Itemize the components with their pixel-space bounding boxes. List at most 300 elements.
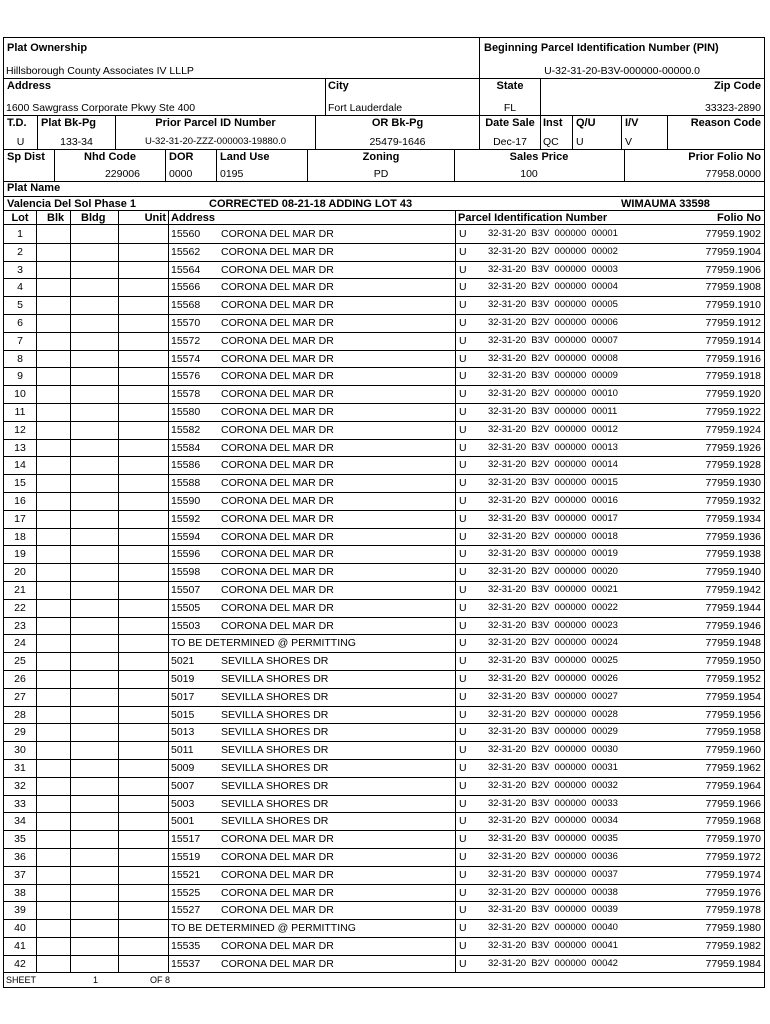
lot-cell: 24 xyxy=(14,637,26,650)
address-number-cell: 15596 xyxy=(171,548,201,561)
address-number-cell: TO BE DETERMINED @ PERMITTING xyxy=(171,922,356,935)
lot-cell: 14 xyxy=(14,459,26,472)
street-cell: CORONA DEL MAR DR xyxy=(221,263,334,276)
date-sale-value: Dec-17 xyxy=(493,136,527,148)
td-cell: U xyxy=(459,690,467,703)
address-number-cell: 15580 xyxy=(171,406,201,418)
state-label: State xyxy=(496,80,524,92)
street-cell: SEVILLA SHORES DR xyxy=(221,779,329,792)
row-divider xyxy=(4,421,764,422)
row-divider xyxy=(4,884,764,885)
row-divider xyxy=(4,474,764,475)
address-number-cell: 15505 xyxy=(171,601,201,614)
pin-cell: 32-31-20 B3V 000000 00023 xyxy=(488,619,618,631)
pin-cell: 32-31-20 B3V 000000 00019 xyxy=(488,548,618,560)
pin-cell: 32-31-20 B3V 000000 00007 xyxy=(488,334,618,346)
pin-cell: 32-31-20 B2V 000000 00042 xyxy=(488,957,618,969)
land-use-label: Land Use xyxy=(220,151,270,163)
lot-cell: 18 xyxy=(14,530,26,543)
sales-price-value: 100 xyxy=(520,168,538,180)
folio-cell: 77959.1908 xyxy=(705,281,761,294)
folio-cell: 77959.1974 xyxy=(705,868,761,881)
street-cell: SEVILLA SHORES DR xyxy=(221,708,329,721)
td-cell: U xyxy=(459,317,467,329)
address-number-cell: 15574 xyxy=(171,352,201,365)
lot-cell: 15 xyxy=(14,477,26,490)
td-cell: U xyxy=(459,726,467,739)
sheet-total: OF 8 xyxy=(150,975,171,985)
zoning-label: Zoning xyxy=(362,151,400,163)
pin-cell: 32-31-20 B3V 000000 00009 xyxy=(488,370,618,382)
pin-cell: 32-31-20 B2V 000000 00006 xyxy=(488,317,618,328)
lot-cell: 34 xyxy=(14,815,26,828)
address-number-cell: 15519 xyxy=(171,851,201,863)
street-cell: CORONA DEL MAR DR xyxy=(221,406,334,418)
street-cell: CORONA DEL MAR DR xyxy=(221,317,334,329)
street-cell: CORONA DEL MAR DR xyxy=(221,904,334,917)
lot-cell: 1 xyxy=(17,228,23,240)
pin-label: Beginning Parcel Identification Number (PIN) xyxy=(484,42,719,54)
lot-cell: 23 xyxy=(14,619,26,632)
pin-value: U-32-31-20-B3V-000000-00000.0 xyxy=(544,65,700,77)
rule xyxy=(540,78,541,115)
rule xyxy=(572,115,573,149)
row-divider xyxy=(4,581,764,582)
folio-cell: 77959.1938 xyxy=(705,548,761,561)
col-lot: Lot xyxy=(11,212,29,224)
address-number-cell: 15570 xyxy=(171,317,201,329)
rule xyxy=(36,210,37,972)
rule xyxy=(118,210,119,972)
folio-cell: 77959.1932 xyxy=(705,495,761,507)
col-folio: Folio No xyxy=(717,212,761,224)
row-divider xyxy=(4,261,764,262)
pin-cell: 32-31-20 B2V 000000 00030 xyxy=(488,744,618,756)
address-number-cell: 15537 xyxy=(171,957,201,970)
pin-cell: 32-31-20 B3V 000000 00037 xyxy=(488,868,618,880)
address-number-cell: 15582 xyxy=(171,423,201,436)
lot-cell: 20 xyxy=(14,566,26,579)
td-cell: U xyxy=(459,797,467,810)
address-number-cell: 15507 xyxy=(171,584,201,596)
address-number-cell: 15584 xyxy=(171,441,201,454)
prior-folio-label: Prior Folio No xyxy=(688,151,761,163)
address-number-cell: 15592 xyxy=(171,512,201,525)
lot-cell: 25 xyxy=(14,655,26,668)
address-number-cell: 5021 xyxy=(171,655,195,668)
row-divider xyxy=(4,403,764,404)
folio-cell: 77959.1920 xyxy=(705,388,761,401)
lot-cell: 29 xyxy=(14,726,26,739)
lot-cell: 33 xyxy=(14,797,26,810)
pin-cell: 32-31-20 B3V 000000 00021 xyxy=(488,584,618,595)
street-cell: CORONA DEL MAR DR xyxy=(221,441,334,454)
col-blk: Blk xyxy=(47,212,65,224)
td-cell: U xyxy=(459,637,467,650)
row-divider xyxy=(4,919,764,920)
col-pin: Parcel Identification Number xyxy=(458,212,608,224)
address-number-cell: 15562 xyxy=(171,245,201,258)
address-number-cell: TO BE DETERMINED @ PERMITTING xyxy=(171,637,356,650)
row-divider xyxy=(4,492,764,493)
address-number-cell: 15572 xyxy=(171,334,201,347)
rule xyxy=(4,181,764,182)
dor-label: DOR xyxy=(169,151,194,163)
pin-cell: 32-31-20 B2V 000000 00018 xyxy=(488,530,618,542)
row-divider xyxy=(4,901,764,902)
folio-cell: 77959.1914 xyxy=(705,334,761,347)
address-number-cell: 15578 xyxy=(171,388,201,401)
folio-cell: 77959.1956 xyxy=(705,708,761,721)
pin-cell: 32-31-20 B3V 000000 00003 xyxy=(488,263,618,275)
td-cell: U xyxy=(459,762,467,774)
row-divider xyxy=(4,296,764,297)
street-cell: SEVILLA SHORES DR xyxy=(221,744,329,757)
prior-folio-value: 77958.0000 xyxy=(705,168,761,180)
col-unit: Unit xyxy=(144,212,166,224)
street-cell: SEVILLA SHORES DR xyxy=(221,762,329,774)
address-number-cell: 15535 xyxy=(171,940,201,952)
address-number-cell: 15590 xyxy=(171,495,201,507)
lot-cell: 3 xyxy=(17,263,23,276)
row-divider xyxy=(4,848,764,849)
folio-cell: 77959.1928 xyxy=(705,459,761,472)
lot-cell: 38 xyxy=(14,886,26,899)
street-cell: CORONA DEL MAR DR xyxy=(221,619,334,632)
city-value: Fort Lauderdale xyxy=(328,102,403,114)
folio-cell: 77959.1972 xyxy=(705,851,761,863)
pin-cell: 32-31-20 B3V 000000 00017 xyxy=(488,512,618,524)
street-cell: CORONA DEL MAR DR xyxy=(221,245,334,258)
address-number-cell: 5011 xyxy=(171,744,194,757)
row-divider xyxy=(4,955,764,956)
row-divider xyxy=(4,510,764,511)
address-number-cell: 15598 xyxy=(171,566,201,579)
folio-cell: 77959.1966 xyxy=(705,797,761,810)
pin-cell: 32-31-20 B2V 000000 00024 xyxy=(488,637,618,649)
address-number-cell: 15594 xyxy=(171,530,201,543)
plat-ownership-label: Plat Ownership xyxy=(7,42,88,54)
street-cell: CORONA DEL MAR DR xyxy=(221,477,334,490)
date-sale-label: Date Sale xyxy=(485,117,535,129)
folio-cell: 77959.1934 xyxy=(705,512,761,525)
folio-cell: 77959.1922 xyxy=(705,406,761,418)
lot-cell: 6 xyxy=(17,317,23,329)
row-divider xyxy=(4,670,764,671)
address-number-cell: 5001 xyxy=(171,815,195,828)
lot-cell: 40 xyxy=(14,922,26,935)
folio-cell: 77959.1904 xyxy=(705,245,761,258)
td-cell: U xyxy=(459,530,467,543)
td-cell: U xyxy=(459,281,467,294)
sp-dist-label: Sp Dist xyxy=(7,151,45,163)
corrected-note: CORRECTED 08-21-18 ADDING LOT 43 xyxy=(209,198,413,210)
row-divider xyxy=(4,545,764,546)
lot-cell: 30 xyxy=(14,744,26,757)
row-divider xyxy=(4,367,764,368)
address-number-cell: 15568 xyxy=(171,299,201,312)
owner-name: Hillsborough County Associates IV LLLP xyxy=(6,65,194,77)
row-divider xyxy=(4,617,764,618)
td-cell: U xyxy=(459,904,467,917)
street-cell: SEVILLA SHORES DR xyxy=(221,797,329,810)
row-divider xyxy=(4,278,764,279)
plat-name-label: Plat Name xyxy=(7,182,61,194)
pin-cell: 32-31-20 B3V 000000 00015 xyxy=(488,477,618,489)
inst-label: Inst xyxy=(543,117,563,129)
row-divider xyxy=(4,795,764,796)
td-cell: U xyxy=(459,815,467,828)
address-number-cell: 5017 xyxy=(171,690,195,703)
lot-cell: 28 xyxy=(14,708,26,721)
plat-bk-pg-value: 133-34 xyxy=(60,136,93,148)
qu-label: Q/U xyxy=(576,117,596,129)
street-cell: CORONA DEL MAR DR xyxy=(221,833,334,846)
city-zip-note: WIMAUMA 33598 xyxy=(621,198,710,210)
street-cell: CORONA DEL MAR DR xyxy=(221,886,334,899)
rule xyxy=(70,210,71,972)
street-cell: CORONA DEL MAR DR xyxy=(221,495,334,507)
folio-cell: 77959.1958 xyxy=(705,726,761,739)
pin-cell: 32-31-20 B3V 000000 00029 xyxy=(488,726,618,738)
rule xyxy=(325,78,326,115)
reason-code-label: Reason Code xyxy=(690,117,761,129)
street-cell: CORONA DEL MAR DR xyxy=(221,957,334,970)
pin-cell: 32-31-20 B2V 000000 00028 xyxy=(488,708,618,720)
row-divider xyxy=(4,332,764,333)
address-number-cell: 15586 xyxy=(171,459,201,472)
street-cell: CORONA DEL MAR DR xyxy=(221,370,334,383)
pin-cell: 32-31-20 B2V 000000 00020 xyxy=(488,566,618,578)
row-divider xyxy=(4,439,764,440)
pin-cell: 32-31-20 B3V 000000 00025 xyxy=(488,655,618,667)
folio-cell: 77959.1950 xyxy=(705,655,761,668)
rule xyxy=(165,149,166,181)
folio-cell: 77959.1980 xyxy=(705,922,761,935)
street-cell: CORONA DEL MAR DR xyxy=(221,228,334,240)
lot-cell: 36 xyxy=(14,851,26,863)
row-divider xyxy=(4,688,764,689)
folio-cell: 77959.1910 xyxy=(705,299,761,312)
row-divider xyxy=(4,385,764,386)
folio-cell: 77959.1976 xyxy=(705,886,761,899)
td-cell: U xyxy=(459,459,467,472)
rule xyxy=(4,972,764,973)
pin-cell: 32-31-20 B3V 000000 00001 xyxy=(488,228,618,239)
td-cell: U xyxy=(459,512,467,525)
address-number-cell: 15517 xyxy=(171,833,201,846)
pin-cell: 32-31-20 B3V 000000 00011 xyxy=(488,406,618,417)
td-cell: U xyxy=(459,708,467,721)
row-divider xyxy=(4,456,764,457)
td-cell: U xyxy=(459,886,467,899)
pin-cell: 32-31-20 B3V 000000 00033 xyxy=(488,797,618,809)
td-cell: U xyxy=(459,370,467,383)
td-cell: U xyxy=(459,388,467,401)
row-divider xyxy=(4,777,764,778)
lot-cell: 32 xyxy=(14,779,26,792)
td-cell: U xyxy=(459,566,467,579)
pin-cell: 32-31-20 B2V 000000 00012 xyxy=(488,423,618,435)
pin-cell: 32-31-20 B2V 000000 00038 xyxy=(488,886,618,898)
lot-cell: 12 xyxy=(14,423,26,436)
rule xyxy=(540,115,541,149)
qu-value: U xyxy=(576,136,584,148)
street-cell: CORONA DEL MAR DR xyxy=(221,299,334,312)
address-number-cell: 15503 xyxy=(171,619,201,632)
td-cell: U xyxy=(459,619,467,632)
address-label: Address xyxy=(7,80,52,92)
lot-cell: 7 xyxy=(17,334,23,347)
folio-cell: 77959.1924 xyxy=(705,423,761,436)
address-number-cell: 5003 xyxy=(171,797,195,810)
address-number-cell: 15527 xyxy=(171,904,201,917)
row-divider xyxy=(4,350,764,351)
td-cell: U xyxy=(459,228,467,240)
td-cell: U xyxy=(459,406,467,418)
sheet-number: 1 xyxy=(93,975,99,985)
pin-cell: 32-31-20 B3V 000000 00039 xyxy=(488,904,618,916)
pin-cell: 32-31-20 B2V 000000 00040 xyxy=(488,922,618,934)
address-number-cell: 5015 xyxy=(171,708,195,721)
pin-cell: 32-31-20 B2V 000000 00022 xyxy=(488,601,618,613)
rule xyxy=(4,78,764,79)
street-cell: CORONA DEL MAR DR xyxy=(221,352,334,365)
rule xyxy=(455,210,456,972)
row-divider xyxy=(4,830,764,831)
td-cell: U xyxy=(459,477,467,490)
td-cell: U xyxy=(459,334,467,347)
folio-cell: 77959.1906 xyxy=(705,263,761,276)
td-cell: U xyxy=(459,868,467,881)
plat-name-value: Valencia Del Sol Phase 1 xyxy=(7,198,137,210)
lot-cell: 10 xyxy=(14,388,26,401)
zoning-value: PD xyxy=(373,168,389,180)
lot-cell: 5 xyxy=(17,299,23,312)
folio-cell: 77959.1962 xyxy=(705,762,761,774)
pin-cell: 32-31-20 B3V 000000 00035 xyxy=(488,833,618,845)
city-label: City xyxy=(328,80,349,92)
lot-cell: 11 xyxy=(14,406,26,418)
rule xyxy=(454,149,455,181)
street-cell: CORONA DEL MAR DR xyxy=(221,940,334,952)
rule xyxy=(4,196,764,197)
row-divider xyxy=(4,634,764,635)
street-cell: SEVILLA SHORES DR xyxy=(221,655,329,668)
address-number-cell: 15588 xyxy=(171,477,201,490)
lot-cell: 22 xyxy=(14,601,26,614)
address-value: 1600 Sawgrass Corporate Pkwy Ste 400 xyxy=(6,102,196,114)
prior-pin-label: Prior Parcel ID Number xyxy=(155,117,276,129)
address-number-cell: 5013 xyxy=(171,726,195,739)
folio-cell: 77959.1944 xyxy=(705,601,761,614)
row-divider xyxy=(4,563,764,564)
land-use-value: 0195 xyxy=(220,168,244,180)
lot-cell: 9 xyxy=(17,370,23,383)
state-value: FL xyxy=(503,102,517,114)
rule xyxy=(4,149,764,150)
pin-cell: 32-31-20 B2V 000000 00034 xyxy=(488,815,618,827)
td-cell: U xyxy=(459,957,467,970)
td-cell: U xyxy=(459,851,467,863)
address-number-cell: 5019 xyxy=(171,673,195,685)
row-divider xyxy=(4,243,764,244)
td-cell: U xyxy=(459,299,467,312)
plat-ownership-form xyxy=(3,37,765,988)
folio-cell: 77959.1946 xyxy=(705,619,761,632)
iv-label: I/V xyxy=(625,117,639,129)
lot-cell: 42 xyxy=(14,957,26,970)
folio-cell: 77959.1926 xyxy=(705,441,761,454)
lot-cell: 16 xyxy=(14,495,26,507)
row-divider xyxy=(4,741,764,742)
pin-cell: 32-31-20 B3V 000000 00013 xyxy=(488,441,618,453)
row-divider xyxy=(4,599,764,600)
lot-cell: 39 xyxy=(14,904,26,917)
street-cell: CORONA DEL MAR DR xyxy=(221,566,334,579)
lot-cell: 35 xyxy=(14,833,26,846)
col-bldg: Bldg xyxy=(81,212,106,224)
address-number-cell: 15560 xyxy=(171,228,201,240)
td-cell: U xyxy=(459,584,467,596)
td-cell: U xyxy=(459,423,467,436)
street-cell: CORONA DEL MAR DR xyxy=(221,388,334,401)
lot-cell: 19 xyxy=(14,548,26,561)
td-cell: U xyxy=(459,744,467,757)
inst-value: QC xyxy=(543,136,559,148)
street-cell: CORONA DEL MAR DR xyxy=(221,459,334,472)
address-number-cell: 5009 xyxy=(171,762,195,774)
lot-cell: 8 xyxy=(17,352,23,365)
street-cell: SEVILLA SHORES DR xyxy=(221,690,329,703)
folio-cell: 77959.1940 xyxy=(705,566,761,579)
lot-cell: 26 xyxy=(14,673,26,685)
folio-cell: 77959.1936 xyxy=(705,530,761,543)
folio-cell: 77959.1902 xyxy=(705,228,761,240)
td-cell: U xyxy=(459,922,467,935)
folio-cell: 77959.1948 xyxy=(705,637,761,650)
folio-cell: 77959.1964 xyxy=(705,779,761,792)
row-divider xyxy=(4,314,764,315)
folio-cell: 77959.1912 xyxy=(705,317,761,329)
street-cell: SEVILLA SHORES DR xyxy=(221,726,329,739)
lot-cell: 21 xyxy=(14,584,26,596)
row-divider xyxy=(4,812,764,813)
sales-price-label: Sales Price xyxy=(509,151,569,163)
street-cell: CORONA DEL MAR DR xyxy=(221,334,334,347)
folio-cell: 77959.1968 xyxy=(705,815,761,828)
zip-label: Zip Code xyxy=(713,80,761,92)
address-number-cell: 15525 xyxy=(171,886,201,899)
street-cell: CORONA DEL MAR DR xyxy=(221,584,334,596)
folio-cell: 77959.1982 xyxy=(705,940,761,952)
rule xyxy=(621,115,622,149)
lot-cell: 13 xyxy=(14,441,26,454)
rule xyxy=(216,149,217,181)
street-cell: CORONA DEL MAR DR xyxy=(221,601,334,614)
zip-value: 33323-2890 xyxy=(704,102,761,114)
folio-cell: 77959.1970 xyxy=(705,833,761,846)
lot-cell: 4 xyxy=(17,281,23,294)
td-cell: U xyxy=(459,495,467,507)
col-address: Address xyxy=(171,212,216,224)
folio-cell: 77959.1952 xyxy=(705,673,761,685)
pin-cell: 32-31-20 B2V 000000 00004 xyxy=(488,281,618,293)
td-cell: U xyxy=(459,779,467,792)
pin-cell: 32-31-20 B3V 000000 00041 xyxy=(488,940,618,951)
street-cell: CORONA DEL MAR DR xyxy=(221,530,334,543)
folio-cell: 77959.1960 xyxy=(705,744,761,757)
